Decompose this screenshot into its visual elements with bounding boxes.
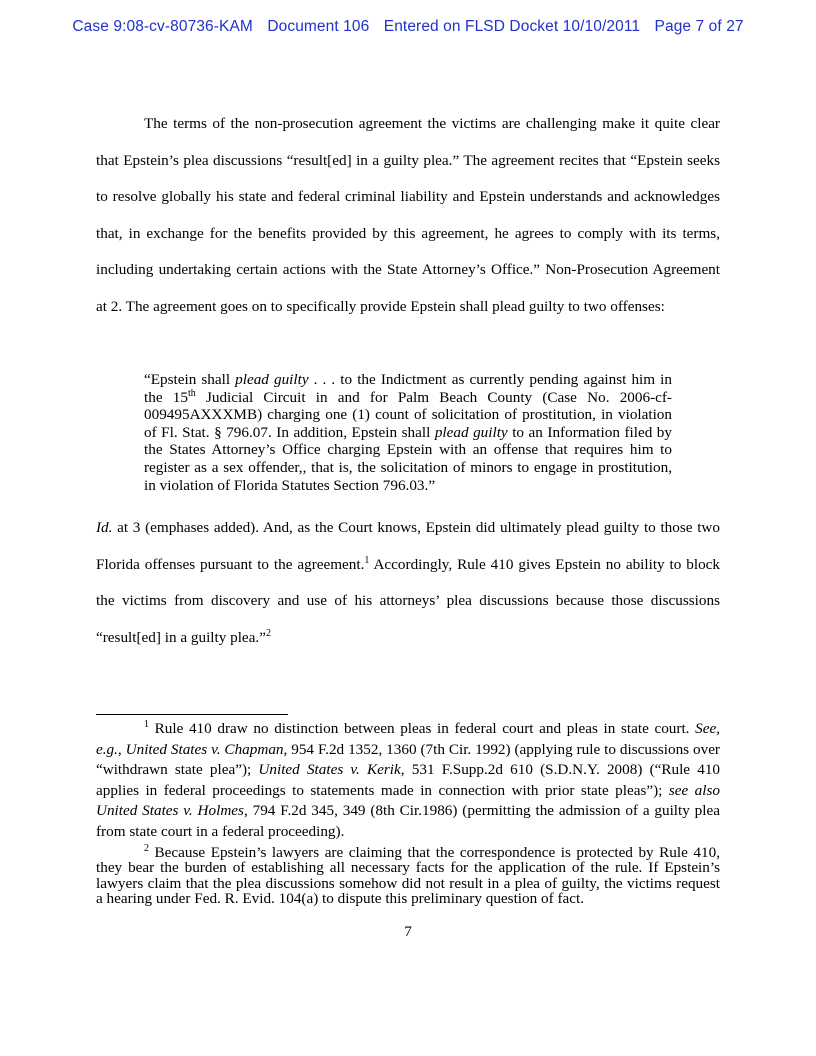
footnote-2 [96,842,720,908]
quote-part: . . . to the Indictment as currently pending against him in the 15 [144,371,672,406]
paragraph-1: The terms of the non-prosecution agreement the victims are challenging make it quite clear that Epstein’s plea discussions “result[ed] in a guilty plea.” The agreement recites that “Epstein seeks to resolve globally his state and federal criminal liability and Epstein understands and acknowledges that, in exchange for the benefits provided by this agreement, he agrees to comply with its terms, including undertaking certain actions with the State Attorney’s Office.” Non-Prosecution Agreement at 2. The agreement goes on to specifically provide Epstein shall plead guilty to two offenses: [96,115,720,315]
footnote-number: 2 [144,842,149,854]
footnote-text: Because Epstein’s lawyers are claiming that the correspondence is protected by Rule 410, they bear the burden of establishing all necessary facts for the application of the rule. If Epstein’s lawyers claim that the plea discussions somehow did not result in a plea of guilty, the victims request a hearing under Fed. R. Evid. 104(a) to dispute this preliminary question of fact. [96,843,720,908]
footnote-divider [96,714,288,715]
footnote-text: Rule 410 draw no distinction between pleas in federal court and pleas in state court. [149,720,696,737]
paragraph-2 [96,510,720,656]
quote-part: “Epstein shall [144,371,236,388]
case-citation: See, e.g., United States v. Chapman [96,720,720,758]
paragraph-text: at 3 (emphases added). And, as the Court knows, Epstein did ultimately plead guilty to those two Florida offenses pursuant to the agreement. [96,519,720,573]
footnote-text: , 794 F.2d 345, 349 (8th Cir.1986) (permitting the admission of a guilty plea from state court in a federal proceeding). [96,802,720,840]
docket-entry: Entered on FLSD Docket 10/10/2011 [383,18,641,35]
footnote-ref-1[interactable]: 1 [364,554,370,566]
paragraph-text: Accordingly, Rule 410 gives Epstein no ability to block the victims from discovery and use of his attorneys’ plea discussions because those discussions “result[ed] in a guilty plea.” [96,555,720,646]
footnote-1 [96,719,720,843]
case-citation: see also United States v. Holmes [96,781,720,820]
footnote-number: 1 [144,719,149,730]
ordinal-suffix: th [187,387,196,399]
case-citation: United States v. Kerik [258,761,401,779]
case-number: Case 9:08-cv-80736-KAM [72,18,253,35]
quote-part: Judicial Circuit in and for Palm Beach County (Case No. 2006-cf-009495AXXXMB) charging one (1) count of solicitation of prostitution, in violation of Fl. Stat. § 796.07. In addition, Epstein shall [144,388,672,441]
citation-id: Id. [96,519,113,536]
quote-emphasis: plead guilty [235,371,309,388]
footnote-ref-2[interactable]: 2 [265,627,271,639]
quote-part: to an Information filed by the States Attorney’s Office charging Epstein with an offense that requires him to register as a sex offender,, that is, the solicitation of minors to engage in prostitution, in violation of Florida Statutes Section 796.03.” [144,423,672,494]
block-quote [144,371,672,494]
page-number: 7 [404,923,412,940]
footnotes [96,719,720,907]
quote-emphasis: plead guilty [434,423,508,441]
page-indicator: Page 7 of 27 [654,18,744,35]
footnote-text: , 531 F.Supp.2d 610 (S.D.N.Y. 2008) (“Rule 410 applies in federal proceedings to statements made in connection with prior state pleas”); [96,761,721,799]
docket-header [0,18,816,36]
footnote-text: , 954 F.2d 1352, 1360 (7th Cir. 1992) (applying rule to discussions over “withdrawn state plea”); [96,740,720,779]
document-number: Document 106 [267,18,370,35]
